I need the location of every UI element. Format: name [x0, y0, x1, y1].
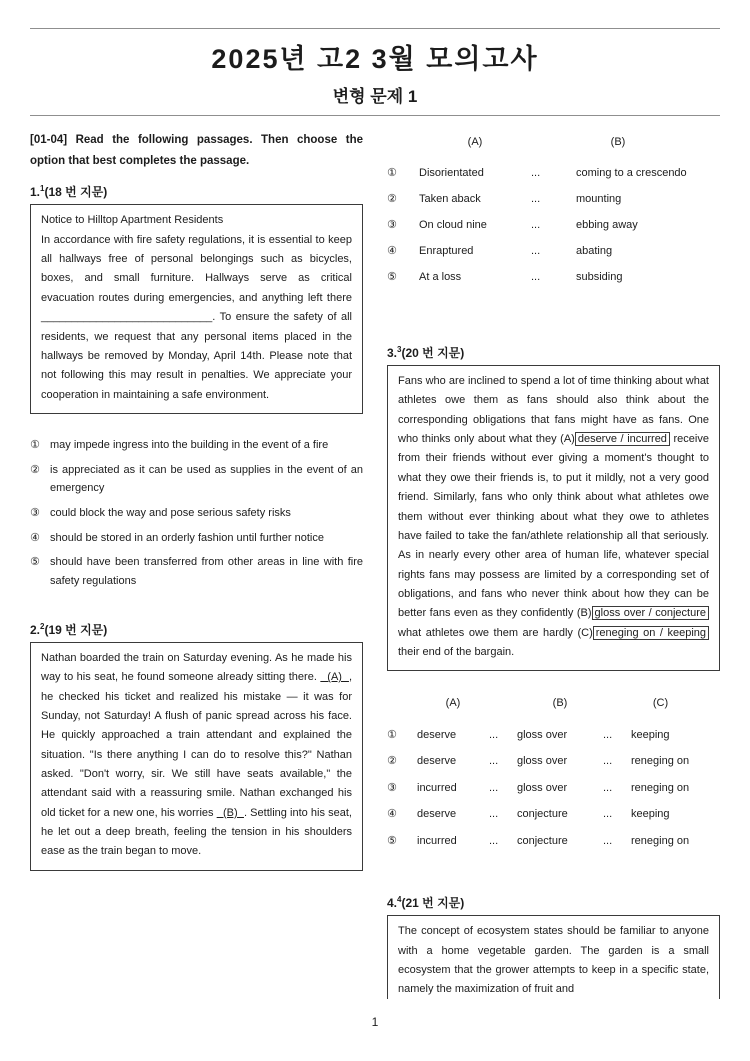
- option-text: is appreciated as it can be used as supplies in the event of an emergency: [50, 463, 363, 495]
- option-row: [30, 436, 363, 455]
- question-3-number: 3.: [387, 346, 398, 360]
- passage-3-segment: their end of the bargain.: [398, 646, 515, 659]
- answer-row: [387, 192, 720, 218]
- answer-a: Disorientated: [419, 167, 484, 179]
- option-row: [30, 504, 363, 523]
- blank-a: (A): [320, 671, 349, 684]
- answer-row: [387, 244, 720, 270]
- answer-number: ②: [387, 755, 397, 768]
- separator: ...: [531, 245, 541, 257]
- separator: ...: [531, 193, 541, 205]
- answer-table-header: [387, 697, 720, 724]
- column-header-b: (B): [552, 697, 568, 710]
- answer-a: Enraptured: [419, 245, 474, 257]
- answer-b: subsiding: [576, 271, 623, 283]
- passage-1-heading: Notice to Hilltop Apartment Residents: [41, 214, 224, 227]
- answer-row: [387, 807, 720, 834]
- option-text: may impede ingress into the building in the event of a fire: [50, 438, 329, 451]
- question-1-footnote: 1: [40, 184, 45, 194]
- question-1-ref: (18 번 지문): [44, 185, 108, 200]
- section-instructions: [01-04] Read the following passages. Then choose the option that best completes the passage.: [30, 134, 363, 167]
- answer-a: deserve: [417, 755, 457, 768]
- question-2-number: 2.: [30, 622, 41, 637]
- answer-b: conjecture: [517, 808, 568, 821]
- answer-c: reneging on: [631, 834, 690, 847]
- passage-2-segment: Nathan boarded the train on Saturday evening. As he made his way to his seat, he found someone already sitting there.: [41, 651, 352, 684]
- answer-number: ⑤: [387, 271, 397, 283]
- passage-2-segment: . Settling into his seat, he let out a deep breath, feeling the tension in his shoulders ease as the train began to move.: [41, 806, 352, 858]
- answer-number: ③: [387, 781, 397, 794]
- page-number: 1: [371, 1015, 379, 1029]
- option-row: [30, 553, 363, 590]
- answer-a: deserve: [417, 728, 457, 741]
- answer-b: mounting: [576, 193, 622, 205]
- question-4-label: [387, 894, 720, 911]
- answer-c: reneging on: [631, 781, 690, 794]
- answer-a: On cloud nine: [419, 219, 487, 231]
- question-3-ref: (20 번 지문): [401, 346, 465, 360]
- question-1-passage: [30, 204, 363, 414]
- answer-a: At a loss: [419, 271, 462, 283]
- passage-3-segment: what athletes owe them are hardly (C): [398, 626, 593, 639]
- answer-b: gloss over: [517, 755, 568, 768]
- passage-1-body: In accordance with fire safety regulations, it is essential to keep all hallways free of personal belongings such as bicycles, boxes, and small furniture. Hallways serve as critical evacuation routes during emergencies, and anything left there ____________________________. To ensure the safety of all residents, we request that any personal items placed in the hallways be removed by Monday, April 14th. Please note that not following this may result in penalties. We appreciate your cooperation in maintaining a safe environment.: [41, 233, 352, 401]
- separator: ...: [531, 271, 541, 283]
- column-header-a: (A): [445, 697, 461, 710]
- two-column-layout: [30, 130, 720, 999]
- answer-row: [387, 728, 720, 755]
- question-1-options: [30, 436, 363, 591]
- separator: ...: [603, 808, 613, 821]
- answer-b: conjecture: [517, 834, 568, 847]
- separator: ...: [531, 167, 541, 179]
- answer-row: [387, 781, 720, 808]
- question-3-footnote: 3: [397, 345, 402, 354]
- question-3-label: [387, 344, 720, 361]
- choice-box-a: deserve / incurred: [575, 432, 670, 446]
- answer-a: Taken aback: [419, 193, 481, 205]
- separator: ...: [489, 808, 499, 821]
- option-row: [30, 529, 363, 548]
- question-1-label: [30, 183, 363, 200]
- separator: ...: [603, 755, 613, 768]
- answer-number: ④: [387, 245, 397, 257]
- question-4-footnote: 4: [397, 895, 402, 905]
- question-4-passage: [387, 915, 720, 999]
- answer-row: [387, 270, 720, 296]
- choice-box-b: gloss over / conjecture: [592, 606, 709, 620]
- answer-number: ②: [387, 193, 397, 205]
- answer-table-header: [387, 136, 720, 162]
- question-3-answer-table: [387, 697, 720, 860]
- answer-number: ①: [387, 728, 397, 741]
- option-number: ②: [30, 463, 40, 476]
- separator: ...: [489, 728, 499, 741]
- answer-b: coming to a crescendo: [576, 167, 687, 179]
- answer-b: gloss over: [517, 781, 568, 794]
- answer-number: ④: [387, 808, 397, 821]
- answer-row: [387, 754, 720, 781]
- answer-b: ebbing away: [576, 219, 638, 231]
- title-rule: [30, 115, 720, 116]
- option-row: [30, 461, 363, 498]
- option-number: ⑤: [30, 556, 40, 569]
- answer-c: keeping: [631, 808, 670, 821]
- answer-row: [387, 218, 720, 244]
- right-column: [387, 130, 720, 999]
- passage-2-segment: , he checked his ticket and realized his mistake — it was for Sunday, not Saturday! A flush of panic spread across his face. He quickly approached a train attendant and explained the situation. "Is there anything I can do to resolve this?" Nathan asked. "Don't worry, sir. We still have seats available," the attendant said with a reassuring smile. Nathan exchanged his old ticket for a new one, his worries: [41, 671, 352, 819]
- question-2-footnote: 2: [40, 621, 45, 631]
- answer-b: gloss over: [517, 728, 568, 741]
- question-2-passage: [30, 642, 363, 871]
- question-1-number: 1.: [30, 185, 41, 200]
- separator: ...: [603, 834, 613, 847]
- option-number: ④: [30, 531, 40, 544]
- answer-a: incurred: [417, 834, 457, 847]
- column-header-a: (A): [467, 136, 483, 148]
- option-text: should be stored in an orderly fashion until further notice: [50, 531, 324, 544]
- answer-a: deserve: [417, 808, 457, 821]
- answer-b: abating: [576, 245, 613, 257]
- top-rule: [30, 28, 720, 29]
- separator: ...: [531, 219, 541, 231]
- question-4-ref: (21 번 지문): [401, 896, 465, 911]
- answer-number: ③: [387, 219, 397, 231]
- separator: ...: [489, 834, 499, 847]
- option-number: ③: [30, 507, 40, 520]
- question-2-label: [30, 621, 363, 638]
- option-text: should have been transferred from other areas in line with fire safety regulations: [50, 556, 363, 588]
- passage-4-body: The concept of ecosystem states should be familiar to anyone with a home vegetable garden. The garden is a small ecosystem that the grower attempts to keep in a specific state, namely the maximization of fruit and: [398, 925, 709, 996]
- page-title: 2025년 고2 3월 모의고사: [211, 44, 539, 74]
- blank-b: (B): [216, 806, 244, 819]
- answer-c: reneging on: [631, 755, 690, 768]
- question-2-answer-table: [387, 136, 720, 296]
- question-4-number: 4.: [387, 896, 398, 911]
- question-3-passage: [387, 365, 720, 671]
- separator: ...: [603, 781, 613, 794]
- answer-number: ①: [387, 167, 397, 179]
- passage-3-segment: receive from their friends without ever giving a moment's thought to what they owe their friends is, to put it mildly, not a very good friend. Similarly, fans who only think about what athletes owe them without ever thinking about what they owe to athletes have failed to take the fan/athlete relationship all that seriously. As in nearly every other area of human life, whatever special rights fans may possess are limited by a corresponding set of obligations, and fans who never think about how they can be better fans even as they confidently (B): [398, 433, 709, 620]
- question-2-ref: (19 번 지문): [44, 622, 108, 637]
- answer-row: [387, 834, 720, 861]
- option-number: ①: [30, 438, 40, 451]
- separator: ...: [489, 755, 499, 768]
- column-header-b: (B): [610, 136, 626, 148]
- page-subtitle: 변형 문제 1: [332, 87, 418, 106]
- option-text: could block the way and pose serious safety risks: [50, 507, 291, 520]
- answer-c: keeping: [631, 728, 670, 741]
- separator: ...: [603, 728, 613, 741]
- column-header-c: (C): [652, 697, 669, 710]
- separator: ...: [489, 781, 499, 794]
- choice-box-c: reneging on / keeping: [593, 626, 709, 640]
- passage-3-segment: Fans who are inclined to spend a lot of time thinking about what athletes owe them as fans should also think about the corresponding obligations that fans might have as fans. One who thinks only about what they (A): [398, 375, 709, 446]
- answer-number: ⑤: [387, 834, 397, 847]
- left-column: [30, 130, 363, 871]
- answer-row: [387, 166, 720, 192]
- answer-a: incurred: [417, 781, 457, 794]
